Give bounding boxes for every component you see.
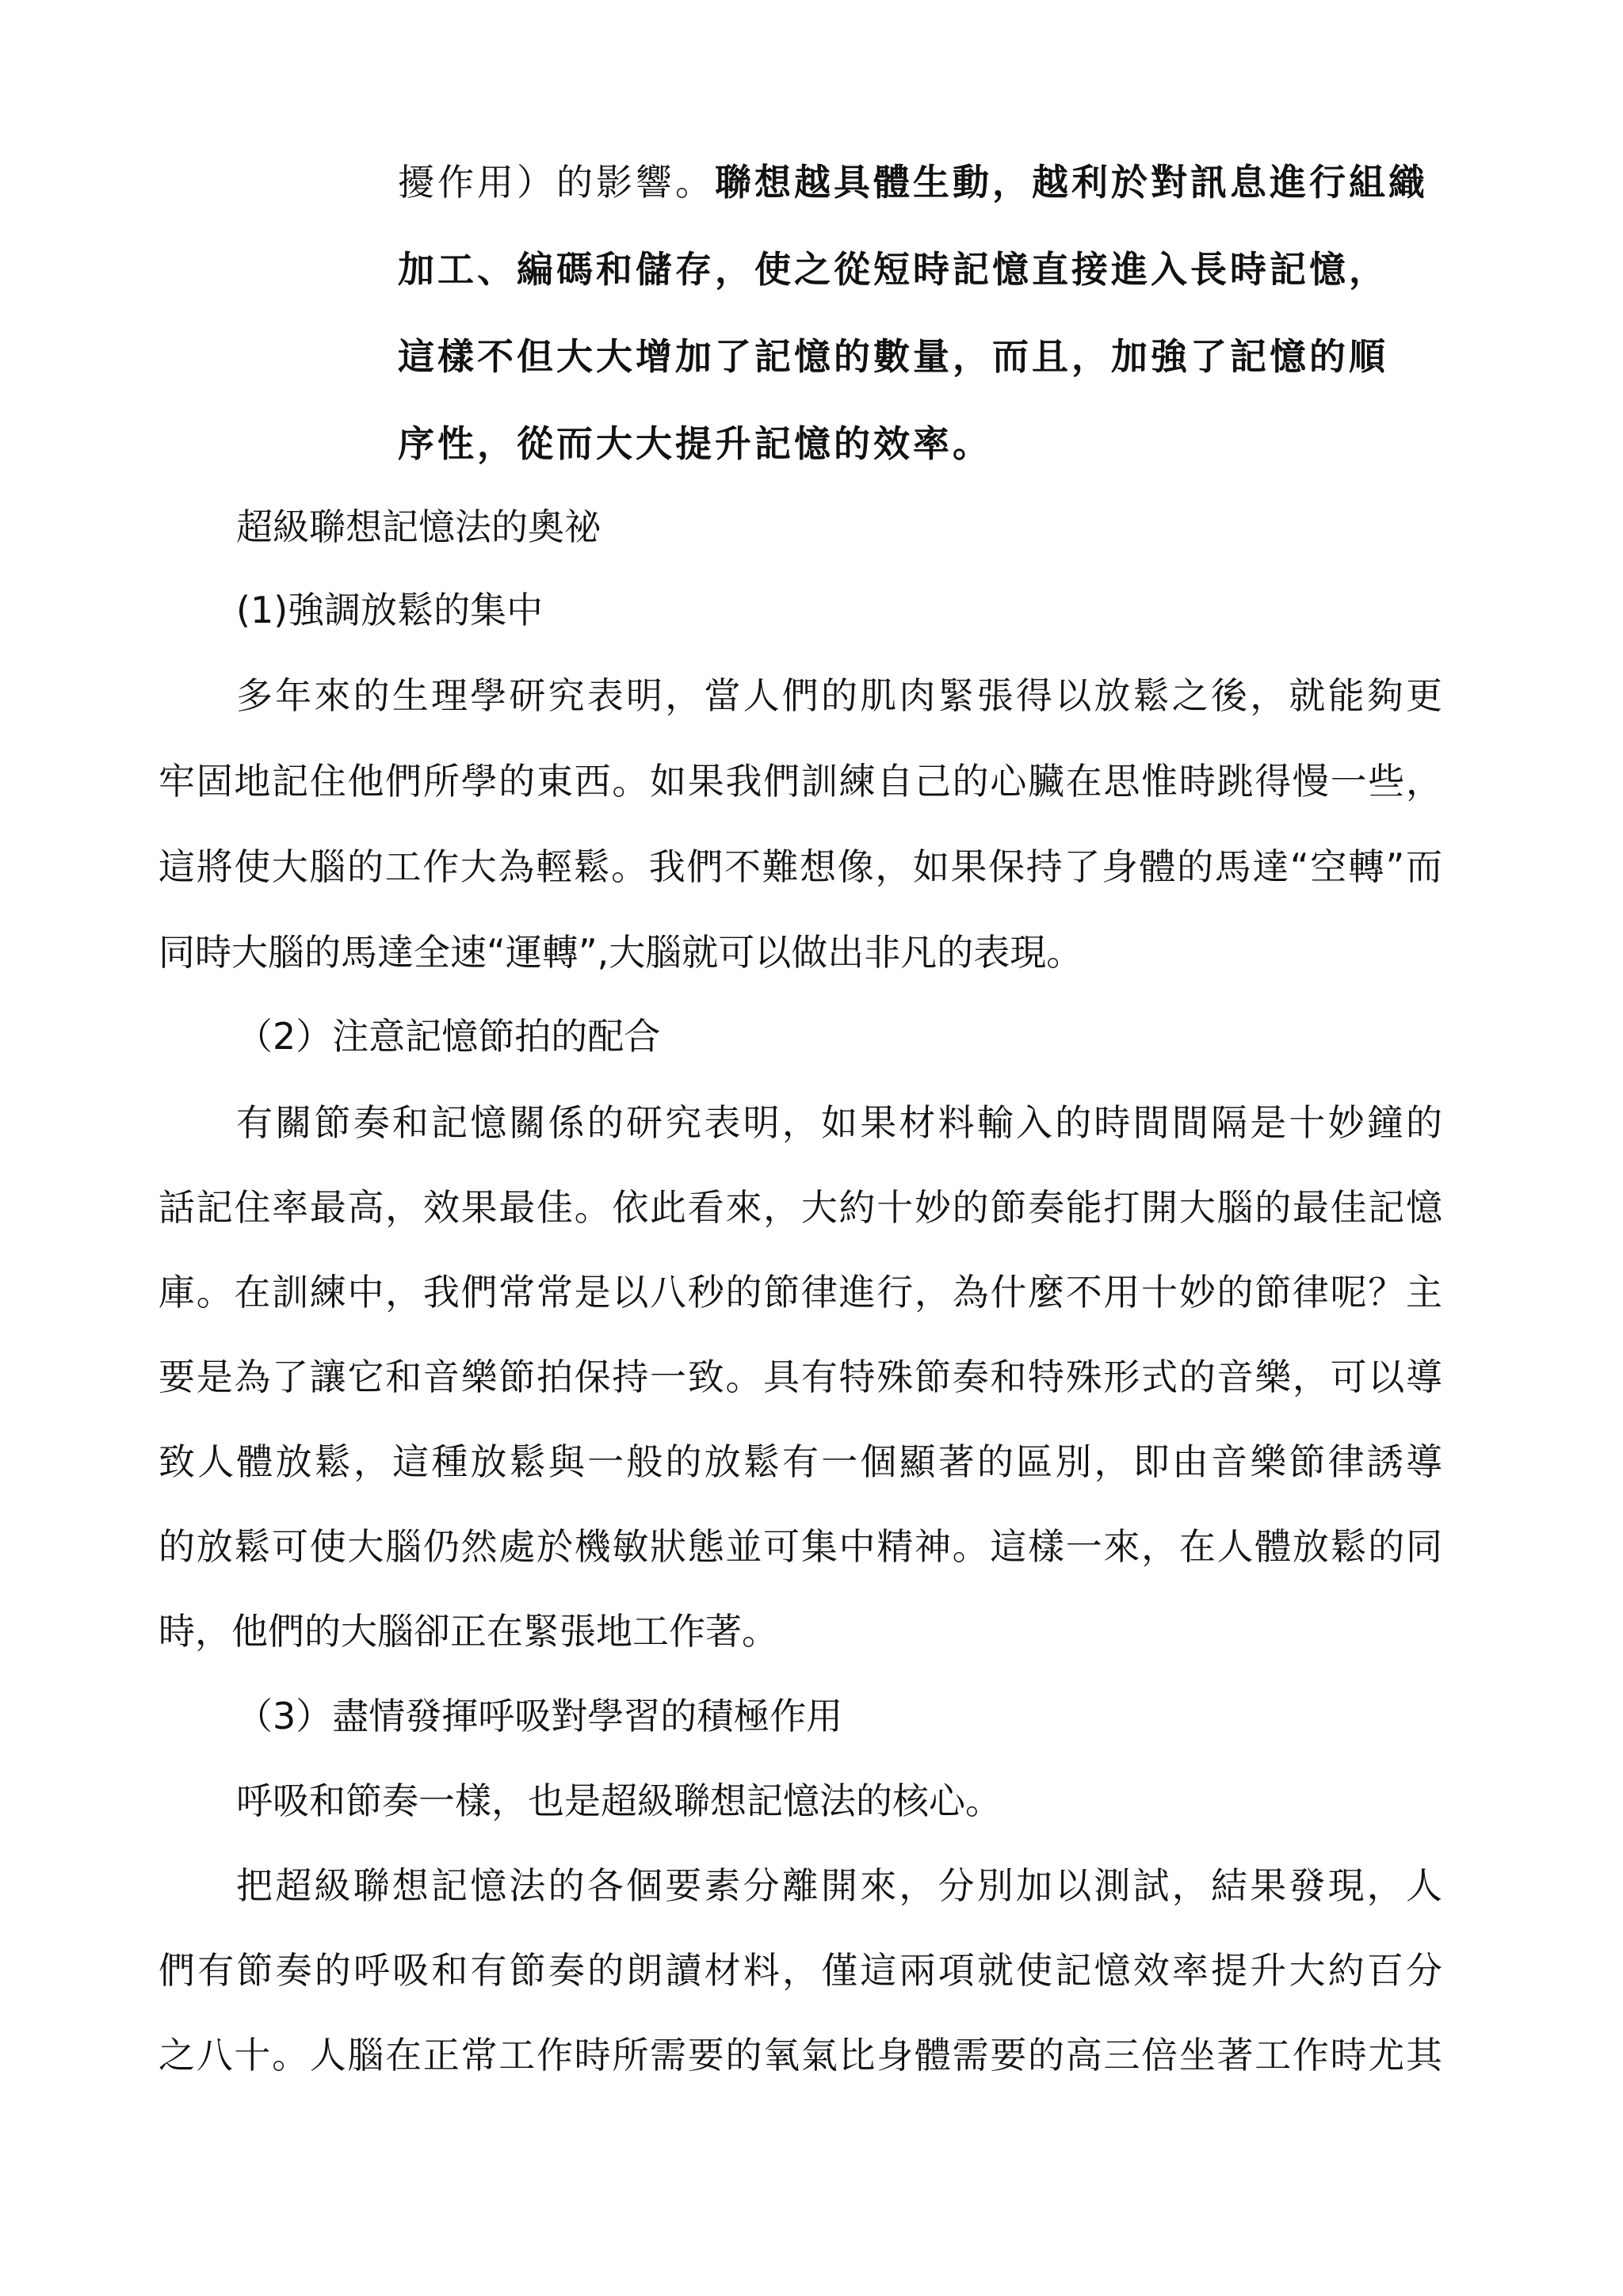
item3-heading: （3）盡情發揮呼吸對學習的積極作用	[236, 1695, 843, 1737]
quote-line-3: 這樣不但大大增加了記憶的數量，而且，加強了記憶的順	[398, 335, 1388, 378]
item3-line-3: 之八十。人腦在正常工作時所需要的氧氣比身體需要的高三倍坐著工作時尤其	[158, 2034, 1442, 2077]
item3-para-1: 呼吸和節奏一樣，也是超級聯想記憶法的核心。	[236, 1779, 1002, 1822]
item2-heading: （2）注意記憶節拍的配合	[236, 1015, 661, 1058]
item2-line-3: 庫。在訓練中，我們常常是以八秒的節律進行，為什麼不用十妙的節律呢？主	[158, 1271, 1442, 1314]
item1-heading: (1)強調放鬆的集中	[236, 589, 544, 631]
section-title: 超級聯想記憶法的奧祕	[236, 505, 601, 548]
item2-line-2: 話記住率最高，效果最佳。依此看來，大約十妙的節奏能打開大腦的最佳記憶	[158, 1186, 1442, 1229]
item2-line-7: 時，他們的大腦卻正在緊張地工作著。	[158, 1610, 778, 1653]
item2-line-4: 要是為了讓它和音樂節拍保持一致。具有特殊節奏和特殊形式的音樂，可以導	[158, 1356, 1442, 1398]
item1-line-2: 牢固地記住他們所學的東西。如果我們訓練自己的心臟在思惟時跳得慢一些，	[158, 760, 1442, 803]
quote-line-1	[398, 158, 1442, 206]
item3-line-1: 把超級聯想記憶法的各個要素分離開來，分別加以測試，結果發現，人	[236, 1864, 1442, 1907]
item1-line-4: 同時大腦的馬達全速“運轉”,大腦就可以做出非凡的表現。	[158, 931, 1083, 974]
quote-line-2: 加工、編碼和儲存，使之從短時記憶直接進入長時記憶，	[398, 248, 1388, 291]
item1-line-1: 多年來的生理學研究表明，當人們的肌肉緊張得以放鬆之後，就能夠更	[236, 674, 1442, 717]
item2-line-6: 的放鬆可使大腦仍然處於機敏狀態並可集中精神。這樣一來，在人體放鬆的同	[158, 1525, 1442, 1568]
quote-line-4: 序性，從而大大提升記憶的效率。	[398, 422, 992, 465]
quote-line-1-normal: 擾作用）的影響。	[398, 161, 715, 204]
item2-line-5: 致人體放鬆，這種放鬆與一般的放鬆有一個顯著的區別，即由音樂節律誘導	[158, 1440, 1442, 1483]
item3-line-2: 們有節奏的呼吸和有節奏的朗讀材料，僅這兩項就使記憶效率提升大約百分	[158, 1949, 1442, 1992]
quote-line-1-bold: 聯想越具體生動，越利於對訊息進行組織	[715, 161, 1428, 204]
item1-line-3: 這將使大腦的工作大為輕鬆。我們不難想像，如果保持了身體的馬達“空轉”而	[158, 845, 1442, 888]
item2-line-1: 有關節奏和記憶關係的研究表明，如果材料輸入的時間間隔是十妙鐘的	[236, 1101, 1442, 1144]
